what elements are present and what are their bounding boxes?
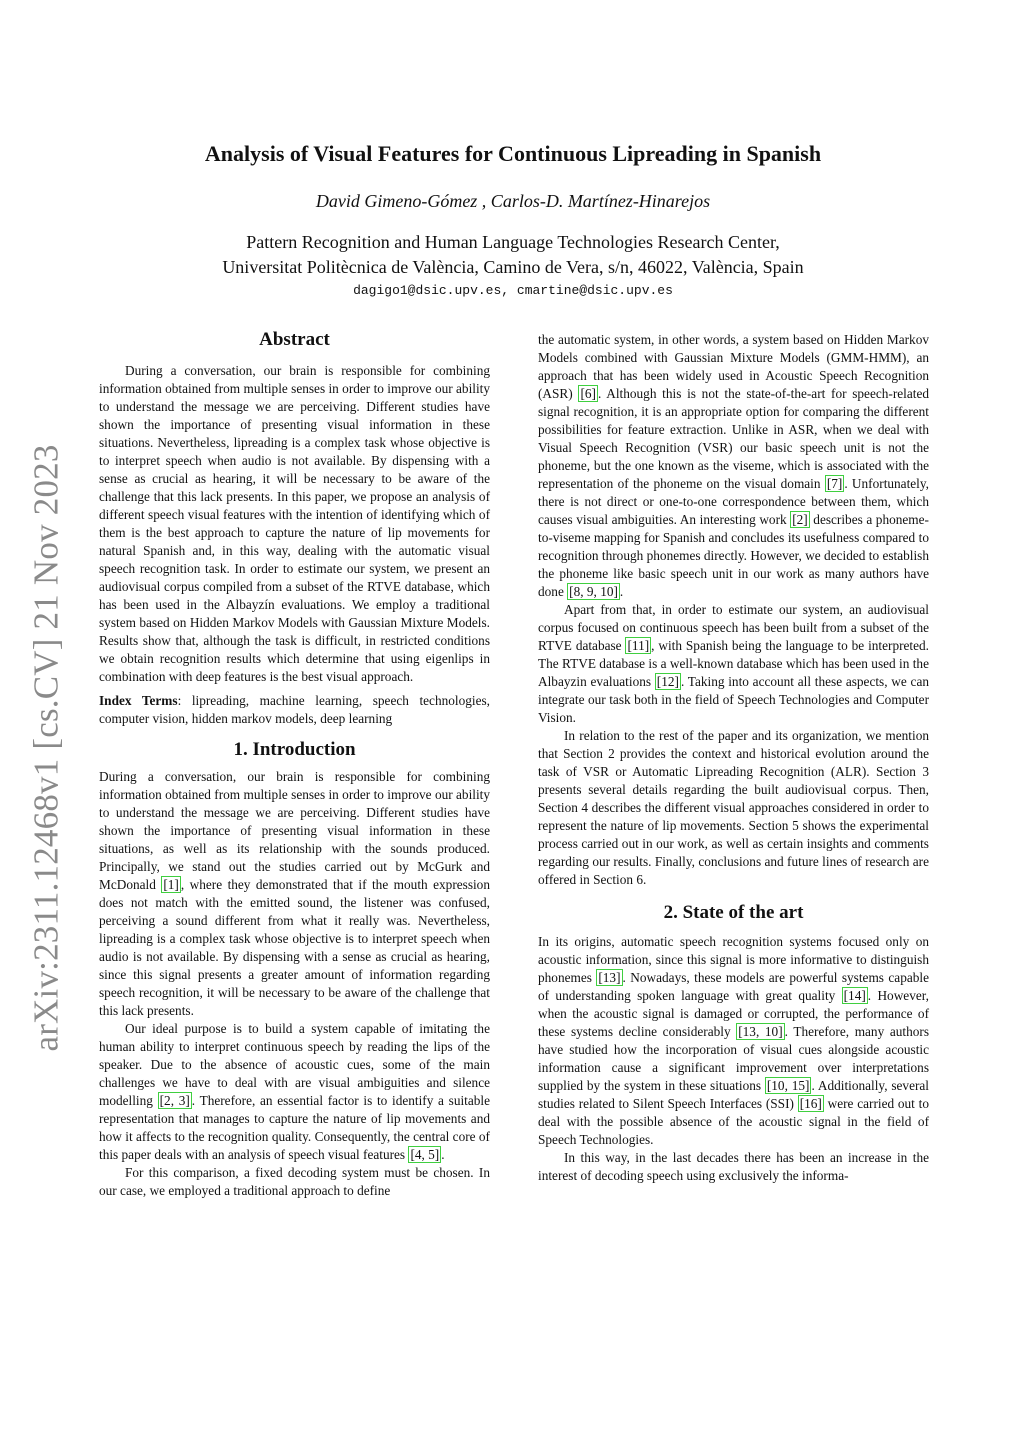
citation-link[interactable]: [12] bbox=[656, 674, 679, 689]
author-emails: dagigo1@dsic.upv.es, cmartine@dsic.upv.es bbox=[353, 283, 673, 298]
text-run: , where they demonstrated that if the mouth expression does not match with the emitted sound, the listener was confused, perceiving a sound different from what it really was. Nevertheless, lipreading is a complex task whose objective is to interpret speech when audio is not available. By dispensing with a sense as crucial as hearing, since this signal presents a greater amount of information regarding speech recognition, it will be necessary to be aware of the challenge that this lack presents. bbox=[99, 877, 490, 1018]
text-run: . However, when the acoustic signal is damaged or corrupted, the performance of these systems decline considerably bbox=[538, 988, 929, 1039]
citation-link[interactable]: [7] bbox=[826, 476, 843, 491]
text-run: During a conversation, our brain is responsible for combining information obtained from multiple senses in order to improve our ability to understand the message we are perceiving. Different studies have shown the importance of presenting visual information in these situations, as well as its relationship with the sounds produced. Principally, we stand out the studies carried out by McGurk and McDonald bbox=[99, 769, 490, 892]
intro-paragraph-3: For this comparison, a fixed decoding system must be chosen. In our case, we employed a traditional approach to define bbox=[99, 1165, 490, 1198]
text-run: . Taking into account all these aspects, we can integrate our task both in the field of Speech Technologies and Computer Vision. bbox=[538, 674, 929, 725]
state-of-the-art-heading: 2. State of the art bbox=[663, 902, 804, 923]
paper-authors: David Gimeno-Gómez , Carlos-D. Martínez-Hinarejos bbox=[315, 191, 711, 211]
intro-paragraph-2 bbox=[99, 1020, 490, 1164]
index-terms-text: : lipreading, machine learning, speech technologies, computer vision, hidden markov models, deep learning bbox=[99, 693, 490, 726]
state-paragraph-2: In this way, in the last decades there has been an increase in the interest of decoding speech using exclusively the informa- bbox=[538, 1150, 929, 1183]
citation-link[interactable]: [6] bbox=[580, 386, 596, 401]
intro-paragraph-4 bbox=[538, 601, 929, 727]
state-paragraph-1 bbox=[538, 933, 929, 1149]
citation-link[interactable]: [11] bbox=[627, 638, 650, 653]
citation-link[interactable]: [14] bbox=[843, 988, 866, 1003]
affiliation-line-1: Pattern Recognition and Human Language Technologies Research Center, bbox=[246, 232, 780, 252]
text-run: . bbox=[441, 1147, 445, 1162]
index-terms-label: Index Terms bbox=[99, 693, 178, 708]
text-run: . Therefore, many authors have studied how the incorporation of visual cues alongside acoustic information cause a significant improvement over interpretations supplied by the system in these situations bbox=[538, 1024, 929, 1093]
citation-link[interactable]: [13] bbox=[598, 970, 621, 985]
citation-link[interactable]: [2] bbox=[792, 512, 808, 527]
text-run: . Nowadays, these models are powerful systems capable of understanding spoken language with great quality bbox=[538, 970, 929, 1003]
citation-link[interactable]: [16] bbox=[799, 1096, 822, 1111]
text-run: . bbox=[619, 584, 624, 599]
affiliation bbox=[110, 230, 916, 280]
intro-paragraph-3-continued bbox=[538, 331, 929, 601]
citation-link[interactable]: [1] bbox=[163, 877, 179, 892]
text-run: . Although this is not the state-of-the-art for speech-related signal recognition, it is an appropriate option for comparing the different possibilities for feature extraction. Unlike in ASR, when we deal with Visual Speech Recognition (VSR) our basic speech unit is not the phoneme, but the one known as the viseme, which is associated with the representation of the phoneme on the visual domain bbox=[538, 386, 930, 491]
text-run: In its origins, automatic speech recognition systems focused only on acoustic information, since this signal is more informative to distinguish phonemes bbox=[538, 934, 929, 985]
abstract-heading: Abstract bbox=[259, 329, 330, 350]
text-run: Our ideal purpose is to build a system capable of imitating the human ability to interpret continuous speech by reading the lips of the speaker. Due to the absence of acoustic cues, some of the main challenges we have to deal with are visual ambiguities and silence modelling bbox=[99, 1021, 490, 1108]
intro-paragraph-5: In relation to the rest of the paper and its organization, we mention that Section 2 provides the context and historical evolution around the task of VSR or Automatic Lipreading Recognition (ALR). Section 3 presents several details regarding the built audiovisual corpus. Then, Section 4 describes the different visual approaches considered in order to represent the nature of lip movements. Section 5 shows the experimental process carried out in our work, as well as certain insights and comments regarding our results. Finally, conclusions and future lines of research are offered in Section 6. bbox=[538, 728, 929, 887]
text-run: . Additionally, several studies related to Silent Speech Interfaces (SSI) bbox=[538, 1078, 929, 1111]
text-run: , with Spanish being the language to be interpreted. The RTVE database is a well-known database which has been used in the Albayzin evaluations bbox=[538, 638, 929, 689]
citation-link[interactable]: [8, 9, 10] bbox=[569, 584, 618, 599]
introduction-heading: 1. Introduction bbox=[233, 739, 356, 760]
arxiv-identifier bbox=[22, 435, 72, 1060]
text-run: . Unfortunately, there is not direct or one-to-one correspondence between them, which causes visual ambiguities. An interesting work bbox=[538, 476, 929, 527]
arxiv-identifier-text: arXiv:2311.12468v1 [cs.CV] 21 Nov 2023 bbox=[27, 443, 67, 1052]
text-run: were carried out to deal with the possible absence of the acoustic signal in the field of Speech Technologies. bbox=[538, 1096, 929, 1147]
text-run: Apart from that, in order to estimate our system, an audiovisual corpus focused on continuous speech has been built from a subset of the RTVE database bbox=[538, 602, 929, 653]
abstract-text: During a conversation, our brain is responsible for combining information obtained from multiple senses in order to improve our ability to understand the message we are perceiving. Different studies have shown the importance of presenting visual information in these situations. Nevertheless, lipreading is a complex task whose objective is to interpret speech when audio is not available. By dispensing with a sense as crucial as hearing, it will be necessary to be aware of the challenge that this lack presents. In this paper, we propose an analysis of different speech visual features with the intention of identifying which of them is the best approach to capture the nature of lip movements for natural Spanish and, in this way, dealing with the automatic visual speech recognition task. In order to estimate our system, we present an audiovisual corpus compiled from a subset of the RTVE database, which has been used in the Albayzín evaluations. We employ a traditional system based on Hidden Markov Models with Gaussian Mixture Models. Results show that, although the task is difficult, in restricted conditions we obtain recognition results which determine that using eigenlips in combination with deep features is the best visual approach. bbox=[99, 363, 490, 684]
index-terms bbox=[99, 692, 490, 728]
text-run: the automatic system, in other words, a system based on Hidden Markov Models combined with Gaussian Mixture Models (GMM-HMM), an approach that has been widely used in Acoustic Speech Recognition (ASR) bbox=[538, 332, 929, 401]
citation-link[interactable]: [10, 15] bbox=[766, 1078, 810, 1093]
citation-link[interactable]: [4, 5] bbox=[410, 1147, 440, 1162]
right-column bbox=[538, 331, 929, 1185]
text-run: . Therefore, an essential factor is to identify a suitable representation that manages to capture the nature of lip movements and how it affects to the recognition quality. Consequently, the central core of this paper deals with an analysis of speech visual features bbox=[99, 1093, 490, 1162]
paper-title: Analysis of Visual Features for Continuous Lipreading in Spanish bbox=[204, 141, 822, 166]
citation-link[interactable]: [2, 3] bbox=[159, 1093, 190, 1108]
affiliation-line-2: Universitat Politècnica de València, Camino de Vera, s/n, 46022, València, Spain bbox=[222, 257, 804, 277]
text-run: describes a phoneme-to-viseme mapping for Spanish and concludes its usefulness compared to recognition through phonemes directly. However, we decided to establish the phoneme like basic speech unit in our work as many authors have done bbox=[538, 512, 929, 599]
left-column bbox=[99, 328, 490, 1200]
intro-paragraph-1 bbox=[99, 768, 490, 1020]
citation-link[interactable]: [13, 10] bbox=[738, 1024, 783, 1039]
